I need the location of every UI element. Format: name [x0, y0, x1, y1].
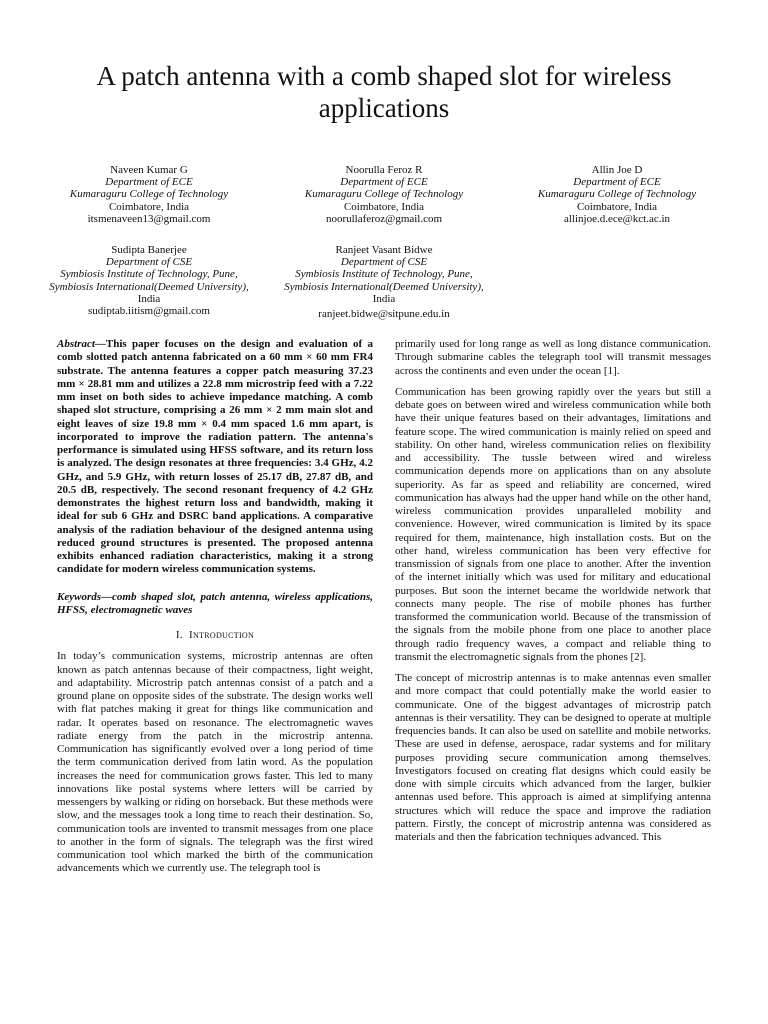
author-block: [44, 244, 254, 317]
author-email: noorullaferoz@gmail.com: [325, 212, 443, 225]
author-dept: Department of CSE: [105, 256, 193, 269]
section-heading: [57, 629, 373, 642]
author-location: Coimbatore, India: [576, 200, 658, 213]
body-paragraph: primarily used for long range as well as long distance communication. Through submarine cables the telegraph tool will transmit messages across the continents and even under the ocean [1].: [395, 338, 711, 377]
author-dept: Department of ECE: [340, 176, 428, 189]
author-org-line: [279, 268, 489, 305]
section-title: Introduction: [189, 629, 255, 641]
author-email: ranjeet.bidwe@sitpune.edu.in: [318, 308, 450, 321]
author-dept: Department of CSE: [340, 256, 428, 269]
author-block: [44, 164, 254, 225]
author-name: Noorulla Feroz R: [345, 164, 423, 176]
author-dept: Department of ECE: [105, 176, 193, 189]
author-location: India: [372, 292, 396, 305]
author-email: itsmenaveen13@gmail.com: [87, 212, 211, 225]
author-name: Allin Joe D: [591, 164, 643, 176]
keywords: Keywords—comb shaped slot, patch antenna, wireless applications, HFSS, electromagnetic waves: [57, 590, 373, 616]
author-block: [279, 164, 489, 225]
author-name: Sudipta Banerjee: [111, 244, 187, 256]
author-location: Coimbatore, India: [108, 200, 190, 213]
body-paragraph: The concept of microstrip antennas is to make antennas even smaller and more compact that could potentially make the world easier to communicate. One of the biggest advantages of microstrip patch antennas is their versatility. They can be designed to operate at multiple frequencies bands. It can also be used on satellite and mobile networks. These are used in defense, aerospace, radar systems and for military purposes providing secure communication among themselves. Investigators focused on creating flat designs which could easily be done with simple circuits which advanced from the larger, bulkier antennas used before. This approach is aimed at simplifying antenna structures which will reduce the space and improve the radiation pattern. Firstly, the concept of microstrip antenna was considered as materials and then the fabrication techniques advanced. This: [395, 672, 711, 843]
author-org: Kumaraguru College of Technology: [537, 188, 697, 201]
author-location: India: [137, 292, 161, 305]
author-block: [279, 244, 489, 320]
abstract-body: This paper focuses on the design and evaluation of a comb slotted patch antenna fabricated on a 60 mm × 60 mm FR4 substrate. The antenna features a copper patch measuring 37.23 mm × 28.81 mm and utilizes a 22.8 mm microstrip feed with a 7.22 mm inset on both sides to achieve impedance matching. A comb shaped slot structure, comprising a 26 mm × 2 mm main slot and eight leaves of size 19.8 mm × 0.4 mm spaced 1.6 mm apart, is incorporated to improve the radiation pattern. The antenna's performance is simulated using HFSS software, and its return loss is analyzed. The design resonates at three frequencies: 3.4 GHz, 4.2 GHz, and 5.9 GHz, with return losses of 25.17 dB, 27.87 dB, and 20.5 dB, respectively. The second resonant frequency of 4.2 GHz demonstrates the highest return loss and bandwidth, making it ideal for sub 6 GHz and DSRC band applications. A comparative analysis of the radiation behaviour of the designed antenna using reduced ground structures is presented. The proposed antenna exhibits enhanced radiation characteristics, making it a strong candidate for modern wireless communication systems.: [57, 338, 373, 576]
author-org: Kumaraguru College of Technology: [304, 188, 464, 201]
paper-title: A patch antenna with a comb shaped slot for wireless applications: [96, 61, 672, 123]
author-email: sudiptab.iitism@gmail.com: [88, 305, 210, 318]
author-name: Naveen Kumar G: [110, 164, 188, 176]
author-org: Symbiosis Institute of Technology, Pune, Symbiosis International(Deemed University),: [284, 268, 484, 293]
author-block: [512, 164, 722, 225]
author-dept: Department of ECE: [573, 176, 661, 189]
author-name: Ranjeet Vasant Bidwe: [335, 244, 433, 256]
author-email: allinjoe.d.ece@kct.ac.in: [563, 212, 671, 225]
section-number: I.: [175, 629, 183, 641]
right-column: [395, 338, 711, 844]
left-column: [57, 338, 373, 876]
body-paragraph: Communication has been growing rapidly over the years but still a debate goes on between wired and wireless communication while both have their unique features based on their advantages, limitations and feature scope. The wired communication is mainly relied on speed and stability. On other hand, wireless communication relies on flexibility and accessibility. The tussle between wired and wireless communication depends more on applications than on any absolute superiority. As far as speed and reliability are concerned, wired communication has always had the upper hand while on the other hand, wireless communication provides unparalleled mobility and convenience. However, wired communication is limited by its space required for them, maintenance, high installation costs. But on the other hand, wireless communication has been very effective for transmission of signals from one place to another. After the invention of the internet initially which was used for military and educational purposes. But soon the internet became the worldwide network that connects many people. The rise of mobile phones has further transformed the communication world. Because of the transmission of the signals from the mobile phone from one place to another place through radio frequency waves, a compact and reliable thing to transmit the electromagnetic signals from the phones [2].: [395, 385, 711, 663]
author-org: Kumaraguru College of Technology: [69, 188, 229, 201]
author-org-line: [44, 268, 254, 305]
abstract-lead: Abstract—: [57, 338, 106, 350]
author-org: Symbiosis Institute of Technology, Pune, Symbiosis International(Deemed University),: [49, 268, 249, 293]
abstract: [57, 338, 373, 577]
author-location: Coimbatore, India: [343, 200, 425, 213]
body-paragraph: In today’s communication systems, microstrip antennas are often known as patch antennas because of their compactness, light weight, and adaptability. Microstrip patch antennas consist of a patch and a ground plane on opposite sides of the substrate. The design works well with flat patches making it great for things like communication and radar. It operates based on resonance. The electromagnetic waves radiate energy from the patch in the microstrip antenna. Communication has significantly evolved over a long period of time the term communication derived from latin word. As the population increases the need for communication grows faster. This led to many innovations like postal systems where letters will be carried by messengers by walking or riding on horseback. But these methods were slow, and the messages took a long time to reach their destination. So, communication tools are invented to transmit messages from one place to another in the form of signals. The telegraph was the first wired communication tool which marked the birth of the communication advancements which we currently use. The telegraph tool is: [57, 650, 373, 875]
